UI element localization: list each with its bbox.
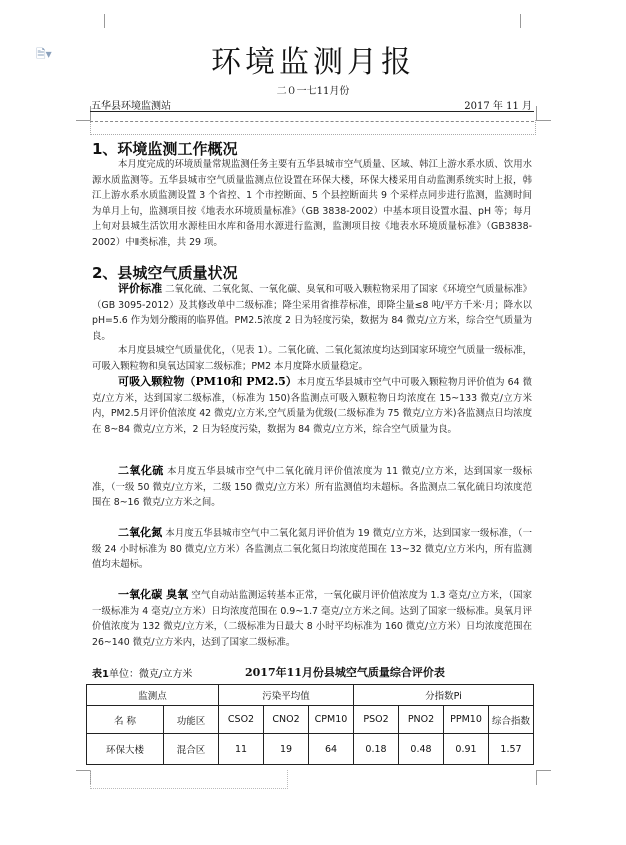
table-col-header: PNO2 [399,706,444,734]
table-cell: 环保大楼 [87,734,164,765]
table-group-header: 分指数Pi [354,685,534,706]
document-icon[interactable]: 🗎▾ [36,47,52,61]
crop-mark [76,770,91,785]
table-cell: 混合区 [164,734,219,765]
table-col-header: CPM10 [309,706,354,734]
table-col-header: PPM10 [444,706,489,734]
table-col-header: 功能区 [164,706,219,734]
crop-mark [520,14,535,28]
paragraph-text: 本月度五华县城市空气中可吸入颗粒物月评价值为 64 微克/立方米，达到国家二级标准，（标准为 150)各监测点可吸入颗粒物日均浓度在 15~133 微克/立方米内，PM2.5月评价值浓度 42 微克/立方米,空气质量为优级(二级标准为 75 微克/立方米)各监测点日均浓度在 8~84 微克/立方米，2 日为轻度污染，数据为 84 微克/立方米，综合空气质量为良。 [92,377,532,435]
paragraph-lead: 一氧化碳 臭氧 [118,588,189,601]
crop-mark [536,770,551,785]
table-col-header: CNO2 [264,706,309,734]
section-paragraph [92,525,532,573]
section-paragraph [92,281,532,344]
table-col-header: 名 称 [87,706,164,734]
paragraph-text: 本月度五华县城市空气中二氧化硫月评价值浓度为 11 微克/立方米，达到国家一级标准，（一级 50 微克/立方米，二级 150 微克/立方米）所有监测值均未超标。各监测点二氧化硫日均浓度范围在 8~16 微克/立方米之间。 [92,466,533,508]
table-cell: 11 [219,734,264,765]
table-col-header: PSO2 [354,706,399,734]
table-cell: 0.18 [354,734,399,765]
table-unit: 单位：微克/立方米 [108,669,193,680]
crop-mark [90,14,105,28]
paragraph-lead: 可吸入颗粒物（PM10和 PM2.5） [118,375,297,388]
paragraph-lead: 二氧化硫 [118,464,164,477]
table-col-header: CSO2 [219,706,264,734]
section-heading: 2、县城空气质量状况 [92,264,238,282]
organization-name: 五华县环境监测站 [91,101,171,112]
table-cell: 0.91 [444,734,489,765]
paragraph-lead: 二氧化氮 [118,526,163,539]
paragraph-text: 本月度五华县城市空气中二氧化氮月评价值为 19 微克/立方米，达到国家一级标准，（一级 24 小时标准为 80 微克/立方米）各监测点二氧化氮日均浓度范围在 13~32 微克/立方米内，所有监测值均未超标。 [92,528,532,570]
air-quality-table [86,684,534,765]
paragraph-lead: 评价标准 [118,282,163,295]
section-paragraph: 本月度完成的环境质量常规监测任务主要有五华县城市空气质量、区域、韩江上游水系水质、饮用水源水质监测等。五华县城市空气质量监测点位设置在环保大楼，环保大楼采用自动监测系统实时上报，韩江上游水系水质监测设置 3 个省控、1 个市控断面、5 个县控断面共 9 个采样点同步进行监测，监测时间为单月上旬，监测项目按《地表水环境质量标准》（GB 3838-2002）中基本项目设置水温、pH 等；每月上旬对县城生活饮用水源桂田水库和备用水源进行监测，监测项目按《地表水环境质量标准》（GB3838-2002）中Ⅱ类标准，共 29 项。 [92,159,532,248]
page-subtitle: 二０一七11月份 [276,86,350,97]
paragraph-text: 本月度县城空气质量优化，（见表 1）。二氧化硫、二氧化氮浓度均达到国家环境空气质量一级标准，可吸入颗粒物和臭氧达国家二级标准；PM2 本月度降水质量稳定。 [92,345,532,372]
table-row [87,734,534,765]
table-cell: 64 [309,734,354,765]
table-title: 2017年11月份县城空气质量综合评价表 [245,666,445,679]
paragraph-text: 空气自动站监测运转基本正常，一氧化碳月评价值浓度为 1.3 毫克/立方米，（国家一级标准为 4 毫克/立方米）日均浓度范围在 0.9~1.7 毫克/立方米之间。达到了国家一级标准。臭氧月评价值浓度为 132 微克/立方米，（二级标准为日最大 8 小时平均标准为 160 微克/立方米）日均浓度范围在 26~140 微克/立方米内，达到了国家二级标准。 [92,590,532,648]
table-cell: 19 [264,734,309,765]
section-paragraph [92,374,532,437]
crop-mark [536,106,551,121]
section-paragraph [92,343,532,374]
page-title: 环境监测月报 [211,45,415,80]
section-paragraph [92,587,532,650]
crop-mark [76,106,91,121]
section-paragraph [92,463,532,511]
section-heading: 1、环境监测工作概况 [92,140,238,158]
table-group-header: 监测点 [87,685,219,706]
header-frame [90,120,536,135]
table-number: 表1 [92,669,109,680]
footer-frame [90,770,288,789]
table-group-header: 污染平均值 [219,685,354,706]
table-col-header: 综合指数 [489,706,534,734]
table-caption [92,665,192,680]
header-rule [90,111,534,112]
report-date: 2017 年 11 月 [464,101,532,112]
table-cell: 1.57 [489,734,534,765]
paragraph-text: 二氧化硫、二氧化氮、一氧化碳、臭氧和可吸入颗粒物采用了国家《环境空气质量标准》（GB 3095-2012）及其修改单中二级标准；降尘采用省推荐标准，即降尘量≤8 吨/平方千米·月；降水以 pH=5.6 作为划分酸雨的临界值。PM2.5浓度 2 日为轻度污染，数据为 84 微克/立方米，综合空气质量为良。 [92,284,533,342]
table-cell: 0.48 [399,734,444,765]
